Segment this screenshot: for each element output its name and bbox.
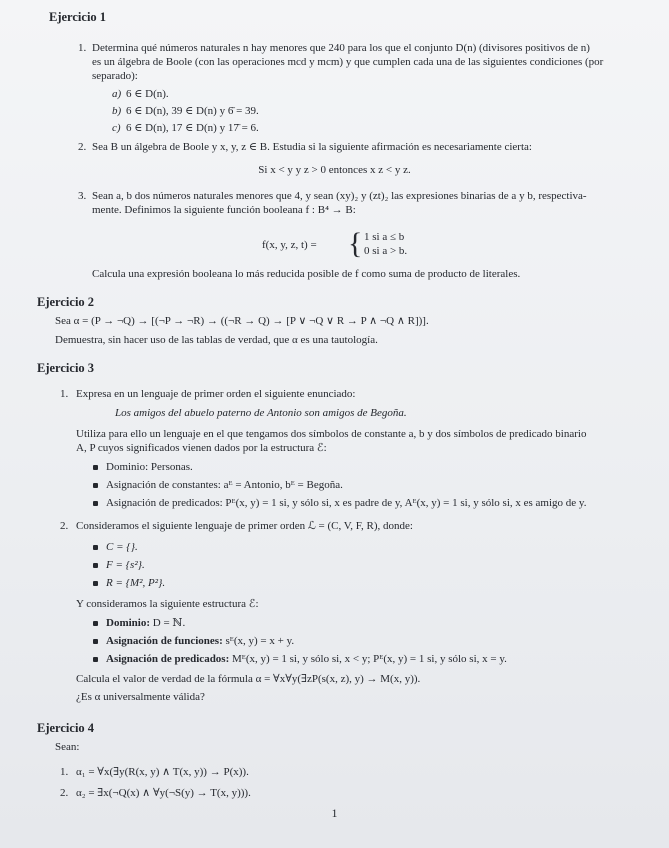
ej3-q1-line4: A, P cuyos significados vienen dados por la estructura ℰ: bbox=[76, 442, 327, 454]
function-case-2: 0 si a > b. bbox=[364, 245, 408, 257]
bullet-icon bbox=[93, 563, 98, 568]
left-brace-icon: { bbox=[348, 227, 363, 260]
bullet-icon bbox=[93, 657, 98, 662]
ej4-item2-number: 2. bbox=[60, 787, 69, 799]
ej2-line1: Sea α = (P → ¬Q) → [(¬P → ¬R) → ((¬R → Q) → [P ∨ ¬Q ∨ R → P ∧ ¬Q ∧ R])]. bbox=[55, 315, 429, 327]
ej2-line2: Demuestra, sin hacer uso de las tablas de verdad, que α es una tautología. bbox=[55, 334, 378, 346]
ej3-struct-dominio: Dominio: D = ℕ. bbox=[93, 617, 185, 631]
bullet-icon bbox=[93, 501, 98, 506]
ej3-bullet-constantes: Asignación de constantes: aᴱ = Antonio, bᴱ = Begoña. bbox=[93, 479, 343, 493]
ej3-q1-text: Expresa en un lenguaje de primer orden el siguiente enunciado: bbox=[76, 388, 356, 400]
ej1-b-text: 6 ∈ D(n), 39 ∈ D(n) y 6̄ = 39. bbox=[126, 105, 259, 117]
ej3-lang-r: R = {M², P²}. bbox=[93, 577, 165, 591]
ej3-bullet-predicados: Asignación de predicados: Pᴱ(x, y) = 1 si, y sólo si, x es padre de y, Aᴱ(x, y) = 1 si, y sólo si, x es amigo de y. bbox=[93, 497, 586, 511]
ej3-q2-line3: Calcula el valor de verdad de la fórmula α = ∀x∀y(∃zP(s(x, z), y) → M(x, y)). bbox=[76, 673, 421, 685]
ej1-q1-line2: es un álgebra de Boole (con las operaciones mcd y mcm) y que cumplen cada una de las siguientes condiciones (por bbox=[92, 56, 604, 68]
function-case-1: 1 si a ≤ b bbox=[364, 231, 405, 243]
ej1-q1-line1: Determina qué números naturales n hay menores que 240 para los que el conjunto D(n) (divisores positivos de n) bbox=[92, 42, 590, 54]
ejercicio-3-title: Ejercicio 3 bbox=[37, 361, 95, 375]
ej1-q2-number: 2. bbox=[78, 141, 87, 153]
ej1-q1-line3: separado): bbox=[92, 70, 138, 82]
bullet-icon bbox=[93, 621, 98, 626]
ej3-lang-f: F = {s²}. bbox=[93, 559, 145, 573]
ejercicio-4-title: Ejercicio 4 bbox=[37, 721, 95, 735]
page-number: 1 bbox=[331, 806, 338, 820]
ej3-lang-c: C = {}. bbox=[93, 541, 138, 555]
bullet-icon bbox=[93, 465, 98, 470]
ej1-c-label: c) bbox=[112, 122, 121, 134]
ej3-q2-number: 2. bbox=[60, 520, 69, 532]
ej1-q3-last: Calcula una expresión booleana lo más reducida posible de f como suma de producto de literales. bbox=[92, 268, 521, 280]
ej1-a-label: a) bbox=[112, 88, 122, 100]
ej1-q3-number: 3. bbox=[78, 190, 87, 202]
function-lhs: f(x, y, z, t) = bbox=[262, 239, 317, 251]
ej1-q3-line2: mente. Definimos la siguiente función booleana f : B⁴ → B: bbox=[92, 204, 356, 216]
bullet-icon bbox=[93, 545, 98, 550]
bullet-icon bbox=[93, 581, 98, 586]
ej3-q1-number: 1. bbox=[60, 388, 69, 400]
ej1-q1-number: 1. bbox=[78, 42, 87, 54]
ej4-item2-text: α₂ = ∃x(¬Q(x) ∧ ∀y(¬S(y) → T(x, y))). bbox=[76, 787, 251, 799]
bullet-icon bbox=[93, 483, 98, 488]
ej1-q2-text: Sea B un álgebra de Boole y x, y, z ∈ B. Estudia si la siguiente afirmación es necesariamente cierta: bbox=[92, 141, 532, 153]
ej1-b-label: b) bbox=[112, 105, 122, 117]
ej3-q2-text: Consideramos el siguiente lenguaje de primer orden ℒ = (C, V, F, R), donde: bbox=[76, 520, 413, 532]
ej4-item1-text: α₁ = ∀x(∃y(R(x, y) ∧ T(x, y)) → P(x)). bbox=[76, 766, 249, 778]
ej1-q2-formula: Si x < y y z > 0 entonces x z < y z. bbox=[258, 164, 411, 176]
ej4-intro: Sean: bbox=[55, 741, 80, 753]
ej3-bullet-dominio: Dominio: Personas. bbox=[93, 461, 193, 475]
ej1-c-text: 6 ∈ D(n), 17 ∈ D(n) y 17̄ = 6. bbox=[126, 122, 259, 134]
ej3-q2-line2: Y consideramos la siguiente estructura ℰ: bbox=[76, 598, 259, 610]
ej4-item1-number: 1. bbox=[60, 766, 69, 778]
bullet-icon bbox=[93, 639, 98, 644]
ej3-q1-line3: Utiliza para ello un lenguaje en el que tengamos dos símbolos de constante a, b y dos símbolos de predicado binario bbox=[76, 428, 587, 440]
ej1-q3-line1: Sean a, b dos números naturales menores que 4, y sean (xy)₂ y (zt)₂ las expresiones binarias de a y b, respectiva- bbox=[92, 190, 587, 202]
ejercicio-1-title: Ejercicio 1 bbox=[49, 10, 107, 24]
ej3-struct-funciones: Asignación de funciones: sᴱ(x, y) = x + y. bbox=[93, 635, 294, 649]
ej1-a-text: 6 ∈ D(n). bbox=[126, 88, 169, 100]
ej3-q2-line4: ¿Es α universalmente válida? bbox=[76, 691, 205, 703]
ej3-struct-predicados: Asignación de predicados: Mᴱ(x, y) = 1 si, y sólo si, x < y; Pᴱ(x, y) = 1 si, y sólo si, x = y. bbox=[93, 653, 507, 667]
ej3-q1-quote: Los amigos del abuelo paterno de Antonio son amigos de Begoña. bbox=[115, 407, 407, 419]
ejercicio-2-title: Ejercicio 2 bbox=[37, 295, 95, 309]
